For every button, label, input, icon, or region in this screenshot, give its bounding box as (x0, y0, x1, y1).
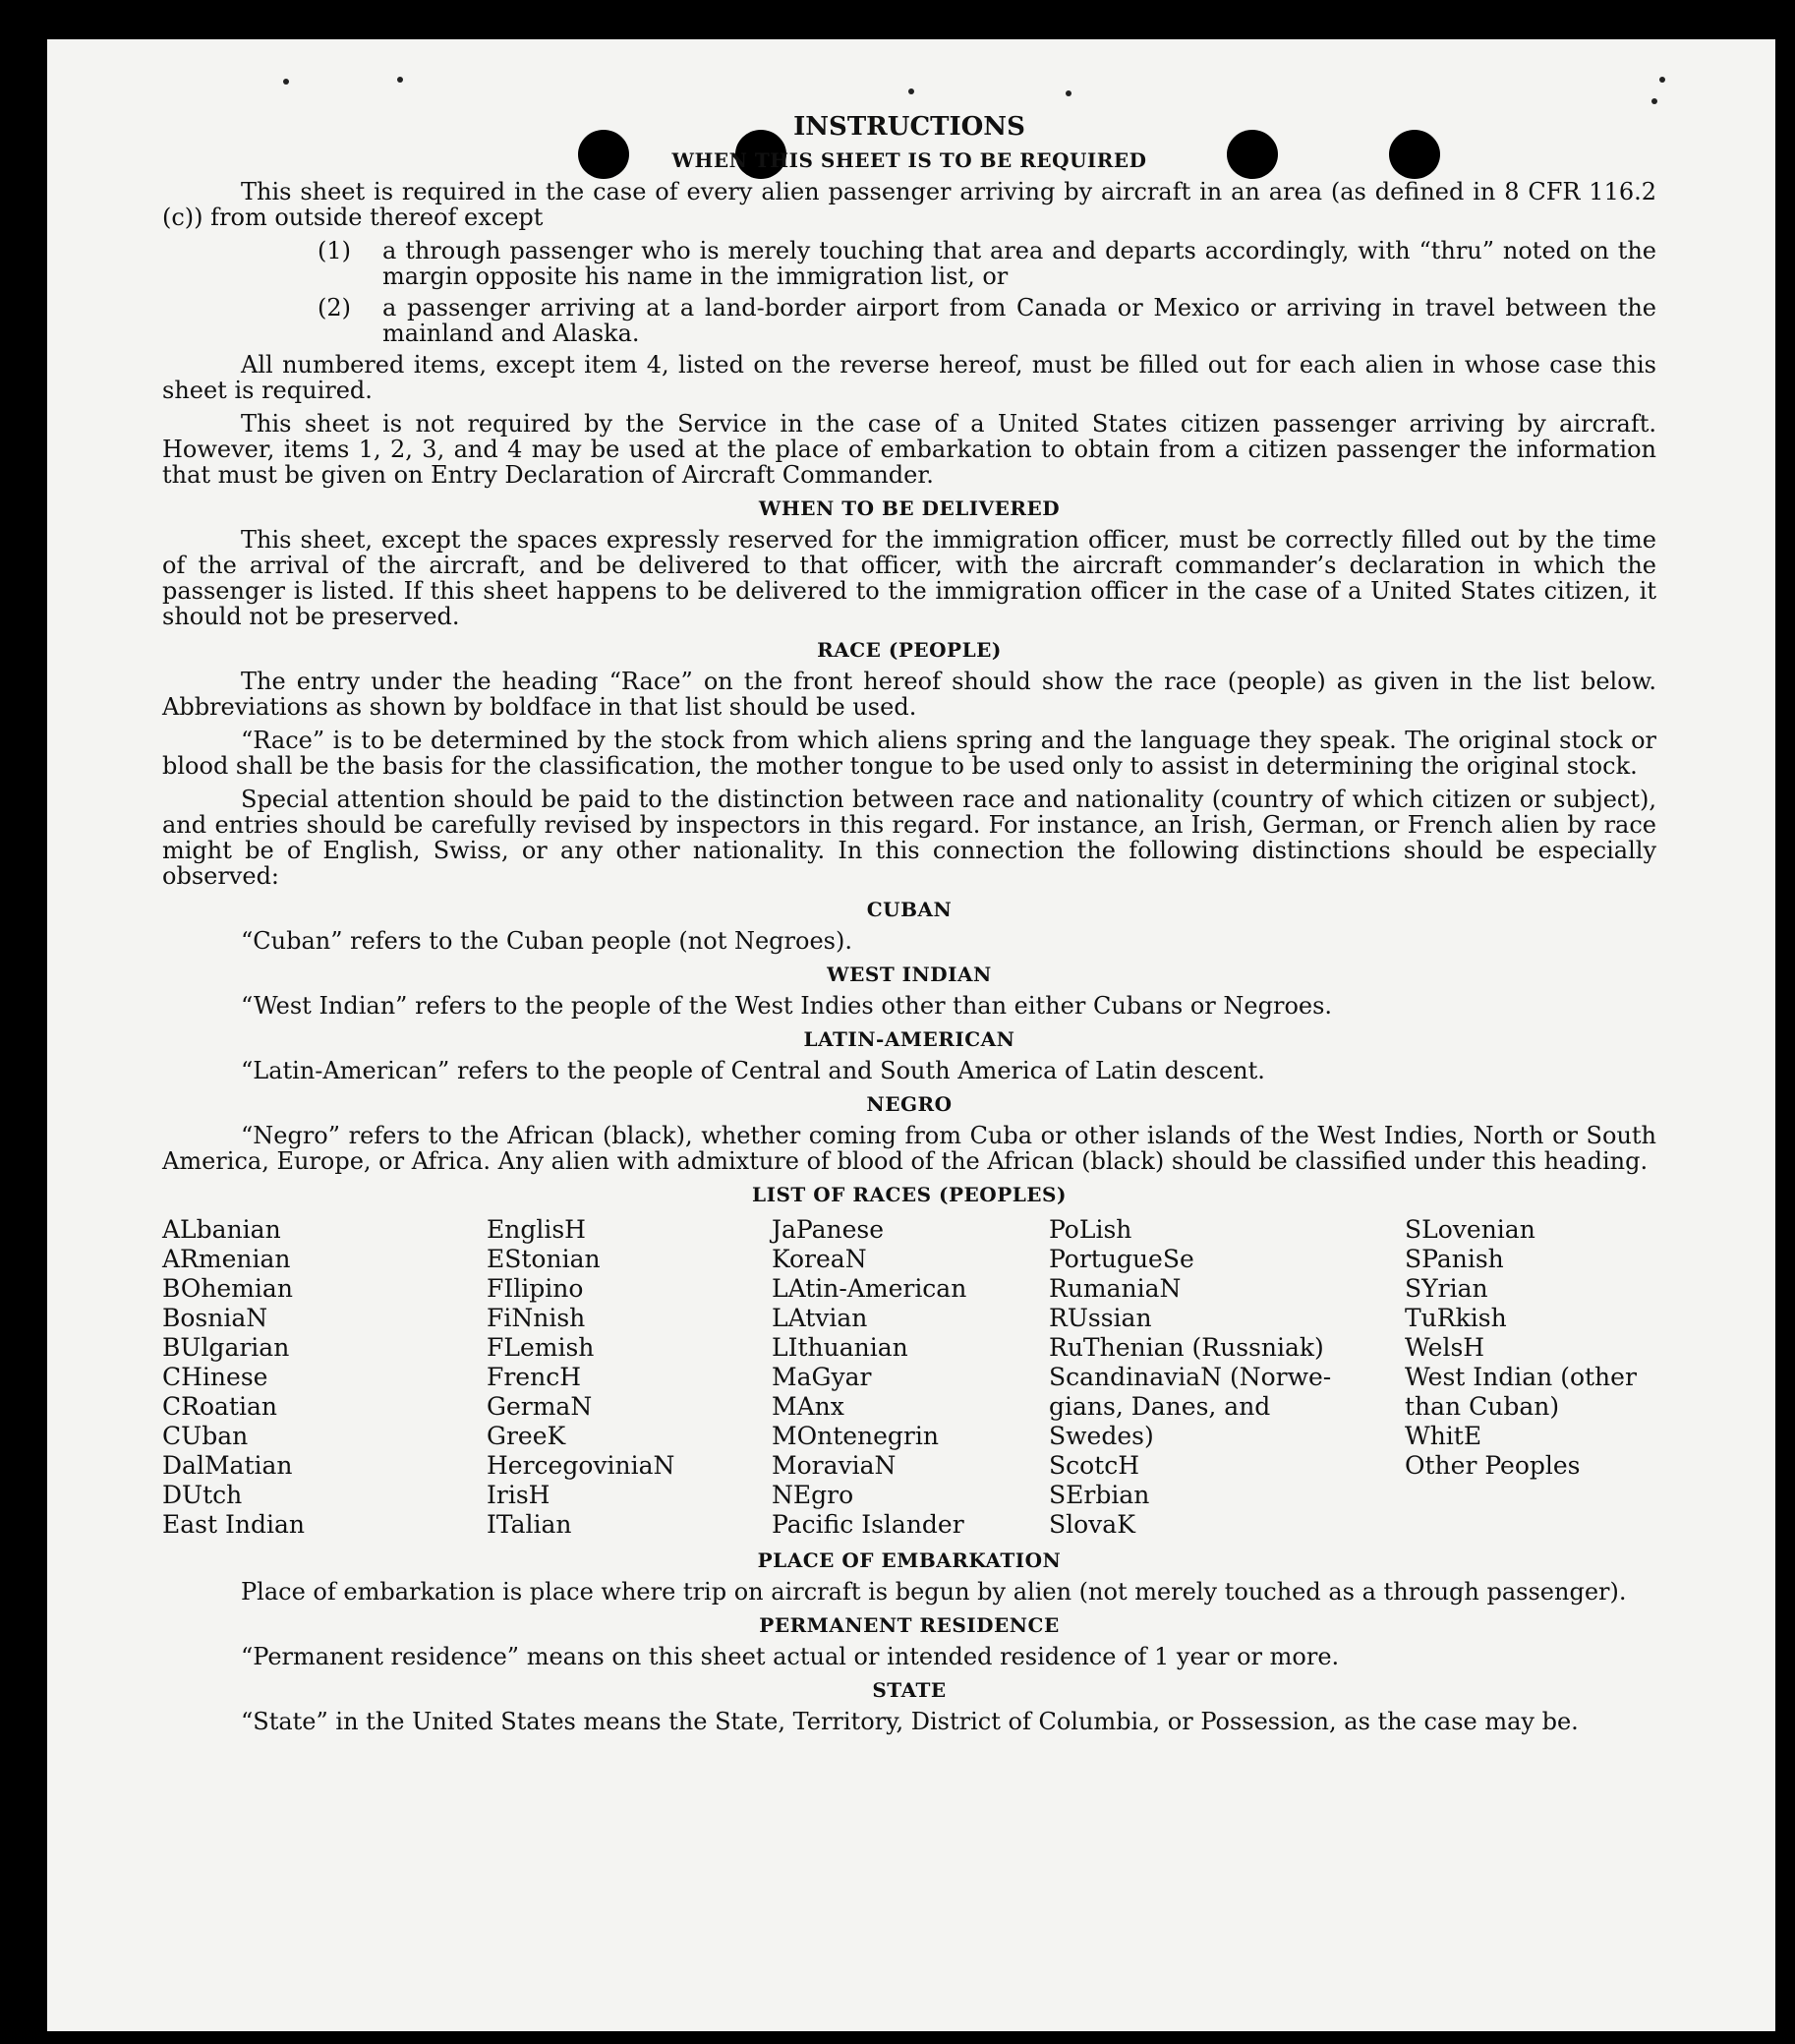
speck (1066, 90, 1071, 96)
heading-race: RACE (PEOPLE) (817, 638, 1002, 662)
race-entry: GreeK (487, 1422, 566, 1450)
race-entry: DalMatian (162, 1451, 293, 1480)
paragraph: “Cuban” refers to the Cuban people (not Negroes). (241, 927, 852, 955)
paragraph: All numbered items, except item 4, listed on the reverse hereof, must be filled out for each alien in whose case this sheet is required. (162, 351, 1656, 404)
race-entry: NEgro (772, 1481, 854, 1509)
races-column (1049, 1215, 1405, 1540)
race-entry: MOntenegrin (772, 1422, 939, 1450)
heading-embarkation: PLACE OF EMBARKATION (757, 1548, 1062, 1572)
paragraph: “West Indian” refers to the people of the West Indies other than either Cubans or Negroes. (241, 992, 1333, 1020)
item-text: a through passenger who is merely touching that area and departs accordingly, with “thru” noted on the margin opposite his name in the immigration list, or (382, 237, 1656, 290)
race-entry: EStonian (487, 1245, 601, 1273)
heading-cuban: CUBAN (866, 898, 953, 921)
paragraph: This sheet is required in the case of every alien passenger arriving by aircraft in an area (as defined in 8 CFR 116.2 (c)) from outside thereof except (162, 178, 1656, 231)
race-entry: IrisH (487, 1481, 550, 1509)
speck (397, 77, 403, 83)
races-column (487, 1215, 772, 1540)
race-entry: TuRkish (1405, 1304, 1507, 1332)
race-entry: JaPanese (772, 1215, 885, 1244)
race-entry: SYrian (1405, 1274, 1488, 1303)
heading-list-of-races: LIST OF RACES (PEOPLES) (752, 1183, 1067, 1206)
race-entry: RumaniaN (1049, 1274, 1182, 1303)
race-entry: SErbian (1049, 1481, 1150, 1509)
item-number: (1) (318, 237, 351, 264)
race-entry: MoraviaN (772, 1451, 897, 1480)
paragraph: This sheet is not required by the Service in the case of a United States citizen passenger arriving by aircraft. However, items 1, 2, 3, and 4 may be used at the place of embarkation to obtain from a citizen passenger the information that must be given on Entry Declaration of Aircraft Commander. (162, 410, 1656, 489)
race-entry: BUlgarian (162, 1333, 290, 1362)
paragraph: “Permanent residence” means on this sheet actual or intended residence of 1 year or more. (241, 1643, 1340, 1670)
heading-permanent-residence: PERMANENT RESIDENCE (759, 1613, 1060, 1637)
race-entry: FiNnish (487, 1304, 586, 1332)
race-entry: BosniaN (162, 1304, 268, 1332)
races-column (162, 1215, 487, 1540)
race-entry: ALbanian (162, 1215, 281, 1244)
race-entry: SPanish (1405, 1245, 1504, 1273)
race-entry: FLemish (487, 1333, 595, 1362)
race-entry: MAnx (772, 1392, 844, 1421)
race-entry: CRoatian (162, 1392, 277, 1421)
paragraph: “Negro” refers to the African (black), whether coming from Cuba or other islands of the West Indies, North or South America, Europe, or Africa. Any alien with admixture of blood of the African (black) should be classified under this heading. (162, 1122, 1656, 1175)
race-entry: FrencH (487, 1363, 581, 1391)
speck (1659, 77, 1665, 83)
page-title: INSTRUCTIONS (793, 112, 1025, 142)
race-entry: MaGyar (772, 1363, 872, 1391)
paragraph: “Latin-American” refers to the people of Central and South America of Latin descent. (241, 1057, 1265, 1084)
race-entry: RuThenian (Russniak) (1049, 1333, 1324, 1362)
heading-when-required: WHEN THIS SHEET IS TO BE REQUIRED (671, 148, 1147, 172)
heading-latin-american: LATIN-AMERICAN (803, 1027, 1015, 1051)
heading-when-delivered: WHEN TO BE DELIVERED (758, 496, 1061, 520)
item-text: a passenger arriving at a land-border airport from Canada or Mexico or arriving in travel between the mainland and Alaska. (382, 294, 1656, 347)
race-entry: LAtvian (772, 1304, 868, 1332)
speck (908, 88, 914, 94)
race-entry: ScandinaviaN (Norwe- gians, Danes, and Swedes) (1049, 1363, 1332, 1450)
paragraph: “State” in the United States means the State, Territory, District of Columbia, or Possession, as the case may be. (241, 1708, 1579, 1735)
paragraph: Place of embarkation is place where trip on aircraft is begun by alien (not merely touched as a through passenger). (241, 1578, 1627, 1606)
race-entry: Pacific Islander (772, 1510, 964, 1539)
document-content (162, 110, 1656, 1742)
race-entry: PortugueSe (1049, 1245, 1194, 1273)
races-list (162, 1215, 1656, 1540)
race-entry: GermaN (487, 1392, 593, 1421)
race-entry: WhitE (1405, 1422, 1482, 1450)
exception-item (318, 238, 1656, 289)
race-entry: SlovaK (1049, 1510, 1135, 1539)
race-entry: EnglisH (487, 1215, 586, 1244)
race-entry: SLovenian (1405, 1215, 1535, 1244)
race-entry: RUssian (1049, 1304, 1152, 1332)
race-entry: ITalian (487, 1510, 572, 1539)
race-entry: CUban (162, 1422, 249, 1450)
paragraph: This sheet, except the spaces expressly reserved for the immigration officer, must be correctly filled out by the time of the arrival of the aircraft, and be delivered to that officer, with the aircraft commander’s declaration in which the passenger is listed. If this sheet happens to be delivered to the immigration officer in the case of a United States citizen, it should not be preserved. (162, 526, 1656, 630)
race-entry: KoreaN (772, 1245, 867, 1273)
race-entry: LIthuanian (772, 1333, 908, 1362)
paragraph: “Race” is to be determined by the stock from which aliens spring and the language they speak. The original stock or blood shall be the basis for the classification, the mother tongue to be used only to assist in determining the original stock. (162, 727, 1656, 780)
heading-negro: NEGRO (866, 1092, 953, 1116)
races-column (772, 1215, 1049, 1540)
item-number: (2) (318, 294, 351, 321)
races-column (1405, 1215, 1656, 1540)
race-entry: CHinese (162, 1363, 268, 1391)
race-entry: East Indian (162, 1510, 305, 1539)
paragraph: The entry under the heading “Race” on the front hereof should show the race (people) as given in the list below. Abbreviations as shown by boldface in that list should be used. (162, 668, 1656, 721)
heading-state: STATE (872, 1678, 947, 1702)
exception-item (318, 295, 1656, 346)
race-entry: DUtch (162, 1481, 243, 1509)
heading-west-indian: WEST INDIAN (827, 963, 992, 986)
race-entry: ScotcH (1049, 1451, 1140, 1480)
speck (1651, 98, 1657, 104)
race-entry: Other Peoples (1405, 1451, 1581, 1480)
race-entry: PoLish (1049, 1215, 1132, 1244)
race-entry: ARmenian (162, 1245, 291, 1273)
race-entry: FIlipino (487, 1274, 584, 1303)
speck (283, 79, 289, 85)
race-entry: BOhemian (162, 1274, 293, 1303)
race-entry: WelsH (1405, 1333, 1485, 1362)
race-entry: LAtin-American (772, 1274, 967, 1303)
paragraph: Special attention should be paid to the distinction between race and nationality (country of which citizen or subject), and entries should be carefully revised by inspectors in this regard. For instance, an Irish, German, or French alien by race might be of English, Swiss, or any other nationality. In this connection the following distinctions should be especially observed: (162, 786, 1656, 890)
race-entry: West Indian (other than Cuban) (1405, 1363, 1637, 1421)
race-entry: HercegoviniaN (487, 1451, 675, 1480)
